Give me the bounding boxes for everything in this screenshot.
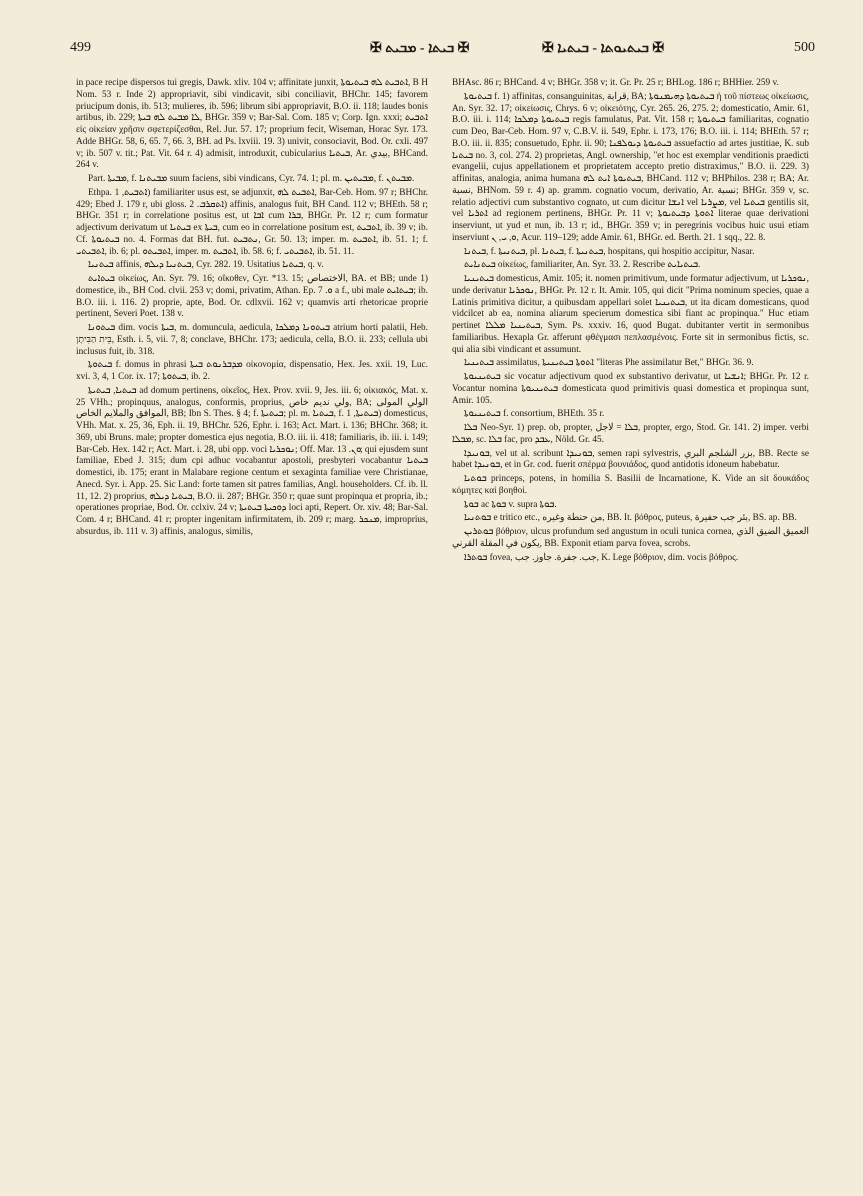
left-column bbox=[76, 78, 428, 1168]
dictionary-entry: ܒܝܬܝܘܬܐ f. 1) affinitas, consanguinitas, قرابة, BA; ܒܝܬܝܘܬܐ ܕܗܝܡܢܘܬܐ ἡ τοῦ πίστεως οἰκείωσις, An. Syr. 32. 17; οἰκείωσις, Chrys. 6 v; οἰκειότης, Cyr. 265. 26, 275. 2; domesticatio, Amir. 61, B.O. iii. i. 114; ܒܝܬܝܘܬܐ ܕܡܠܟܐ regis famulatus, Pat. Vit. 158 r; ܒܝܬܝܘܬܐ familiaritas, cognatio cum Deo, Bar-Ceb. Hom. 97 v, C.B.V. ii. 549, Ephr. i. 173, 176; B.O. iii. i. 114; BHEth. 57 r; B.O. iii. ii. 835; consuetudo, Ephr. ii. 90; ܒܝܬܝܘܬܐ ܕܝܘܠܦܢܐ assuefactio ad artes justitiae, K. sub ܒܝܬܝܐ no. 3, col. 274. 2) proprietas, Angl. ownership, "et hoc est exemplar venditionis praedicti evangelii, cujus appellationem et proprietatem accepto pretio distraximus," B.O. ii. 229. 3) affinitas, analogia, anima humana ܒܝܬܝܘܬܐ ܐܝܬ ܠܗ, BHCand. 112 v; BHPhilos. 238 r; BA; Ar. نسبة, BHNom. 59 r. 4) ap. gramm. cognatio vocum, derivatio, Ar. نسبة; BHGr. 359 v, sc. relatio adjectivi cum substantivo cognato, ut cum dicitur ܐܢܫܐ vel ܡܨܪܝܐ, vel ܒܝܬܝܐ gentilis sit, vel ܐܬܪܝܐ ad regionem pertinens, BHGr. Pr. 11 v; ܐܬܘܬܐ ܕܒܝܬܝܘܬܐ literae quae derivationi inserviunt, ut yud et nun, ib. 13 r; id., BHGr. 359 v; in peregrinis vocibus huic usui etiam inserviunt ܘ, ܝ, ܢ, Acur. 119–129; adde Amir. 61, BHGr. ed. Berth. 21. 1 sqq., 22. 8. bbox=[452, 91, 809, 243]
running-head-right: ✠ ܒܝܬܝܘܬܐ - ܒܝܬܝܐ ✠ bbox=[542, 41, 665, 56]
dictionary-entry: ܒܝܬܐܝܬ οἰκείως, An. Syr. 79. 16; οἴκοθεν, Cyr. *13. 15; الاختصاص, BA. et BB; unde 1) domestice, ib., BH Cod. clvii. 253 v; domi, privatim, Athan. Ep. ܘ. 7 a f., ubi male ܒܝܬܐܝܬ; ib. B.O. iii. i. 116. 2) proprie, apte, Bod. Or. cdlxvii. 162 v; quamvis arti rhetoricae proprie pertinent, Severi Poet. 138 v. bbox=[76, 274, 428, 320]
dictionary-entry: ܒܘܢܝܕܐ, vel ut al. scribunt ܒܘܢܝܕܐ, semen rapi sylvestris, بزر الشلجم البري, BB. Recte se habet ܒܘܢܝܕܐ, et in Gr. cod. fuerit σπέρμα βουνιάδος, quod antidotis idoneum habebatur. bbox=[452, 448, 809, 471]
continued-paragraph: in pace recipe dispersos tui gregis, Dawk. xliv. 104 v; affinitate junxit, ܐܬܒܝܬ ܠܗ ܒܝܬܝܘܬܐ, B H Nom. 53 r. Inde 2) appropriavit, sibi vindicavit, sibi conciliavit, BHChr. 145; favorem priucipum donis, ib. 513; mulieres, ib. 596; librum sibi appropriavit, B.O. ii. 118; laudes bonis artibus, ib. 229; ܠܐ ܡܒܝܬ ܠܗ ܒܝܬܐ, BHGr. 359 v; Bar-Sal. Com. 185 v; Corp. Ign. xxxi; ܐܬܒܝܬ εἰς οἰκείαν χρῆσιν σφετερίζεσθαι, Rel. Jur. 57. 17; proprium fecit, Wiseman, Horac Syr. 173. Adde BHGr. 58, 6, 65. 7, 66. 3, BH. ad Ps. lxviii. 19. 3) univit, consociavit, Bod. Or. cxli. 497 v; ib. 507 v. tit.; Pat. Vit. 64 r. 4) admisit, introduxit, cubicularius ܒܝܬܝܐ, Ar. بيدي, BHCand. 264 v. bbox=[76, 78, 428, 171]
page-header bbox=[70, 40, 815, 62]
running-head-left: ✠ ܒܝܬܐ - ܡܒܝܬ ✠ bbox=[370, 41, 470, 56]
dictionary-entry: ܒܝܬܝܐ, ܒܝܬܝܬܐ ad domum pertinens, οἰκεῖος, Hex. Prov. xvii. 9, Jes. iii. 6; οἰκιακός, Mat. x. 25 VHh.; propinquus, analogus, conformis, proprius, ولي ندیم خاص, BA; الولي المولى الموافق والملايم الخاص, BB; Ibn S. Thes. § 4; f. ܒܝܬܝܬܐ; pl. m. ܒܝܬܝܐ, f. ܒܝܬܝܬܐ, 1) domesticus, VHh. Mat. x. 25, 36, Eph. ii. 19, BHChr. 526, Ephr. i. 163; Act. Mart. i. 136; BHChr. 368; it. 369, ubi Bruns. male; propter domestica ejus negotia, B.O. iii. ii. 418; familiaris, ib. iii. i. 149; Bar-Ceb. Hex. 142 r; Act. Mart. i. 28, ubi opp. voci ܢܘܟܪܝܐ; Off. Mar. ܘܢ. 13; qui ejusdem sunt familiae, Ebed J. 315; dum cpi adhuc vocabantur apostoli, presbyteri vocabantur ܒܝܬܝܐ domestici, ib. 175; erant in Malabare regione centum et sexaginta familiae vere Christianae, Anecd. Syr. i. App. 25. Sic Land: forte tamen sit patres familias, Angl. householders. Cf. ib. ll. 11, 12. 2) proprius, ܒܝܬܝܐ ܕܝܠܗ, B.O. ii. 287; BHGr. 350 r; quae sunt propinqua et propria, ib.; operationes propriae, Bod. Or. cclxiv. 24 v; ܕܘܟܝܬܐ ܒܝܬܝܬܐ loci apti, Repert. Or. xiv. 48; Bar-Sal. Com. 4 r; BHCand. 41 r; propter ingenitam infirmitatem, ib. 209 r; marg. ܡܢܟܪ, improprius, absurdus, ib. 111 v. 3) affinis, analogus, similis, bbox=[76, 385, 428, 537]
page-number-left: 499 bbox=[70, 40, 91, 55]
dictionary-entry: Part. ܡܒܝܬܐ, f. ܡܒܝܬܢܐ suum faciens, sibi vindicans, Cyr. 74. 1; pl. m. ܡܒܝܬܝܢ, f. ܡܒܝܬܢ. bbox=[88, 174, 415, 184]
dictionary-entry: ܒܝܬܝܢܝܘܬܐ f. consortium, BHEth. 35 r. bbox=[464, 409, 605, 420]
dictionary-entry: ܒܝܬܘܢܐ dim. vocis ܒܝܬܐ, m. domuncula, aedicula, ܒܝܬܘܢܐ ܕܡܠܟܐ atrium horti palatii, Heb. בֵּית הַבִּיתָן, Esth. i. 5, vii. 7, 8; conclave, BHChr. 173; aedicula, cella, B.O. ii. 233; cellula ubi inclusus fuit, ib. 318. bbox=[76, 323, 428, 357]
page-number-right: 500 bbox=[794, 40, 815, 55]
dictionary-entry: ܒܝܬܝܢܝܘܬܐ sic vocatur adjectivum quod ex substantivo derivatur, ut ܐܢܫܝܐ; BHGr. Pr. 12 r. Vocantur nomina ܒܝܬܝܢܝܘܬܐ domesticata quod primitivis quasi domestica et propinqua sunt, Amir. 105. bbox=[452, 372, 809, 406]
dictionary-entry: ܒܘܬܐ ac ܒܘܬܐ v. supra ܒܘܬܐ. bbox=[464, 499, 557, 510]
dictionary-entry: ܒܝܬܢܝܐ affinis, ܒܝܬܢܝܐ ܕܝܠܗ, Cyr. 282. 19. Usitatius ܒܝܬܝܐ, q. v. bbox=[88, 260, 324, 271]
dictionary-entry: ܒܘܬܪܝܢ βόθριον, ulcus profundum sed angustum in oculi tunica cornea, العميق الضيق الذي يكون في المقلة القرني, BB. Exponit etiam parva fovea, scrobs. bbox=[452, 527, 809, 549]
dictionary-entry: ܒܝܬܢܐܝܬ οἰκείως, familiariter, An. Syr. 33. 2. Rescribe ܒܝܬܝܐܝܬ. bbox=[464, 260, 701, 271]
continued-paragraph: BHAsc. 86 r; BHCand. 4 v; BHGr. 358 v; it. Gr. Pr. 25 r; BHLog. 186 r; BHHier. 259 v. bbox=[452, 78, 779, 88]
dictionary-entry: ܒܝܬܝܢܝܐ assimilatus, ܐܬܘܬܐ ܒܝܬܝܢܝܬܐ "literas Phe assimilatur Bet," BHGr. 36. 9. bbox=[464, 358, 754, 369]
right-column bbox=[452, 78, 809, 1168]
dictionary-entry: ܒܝܬܝܢܝܐ domesticus, Amir. 105; it. nomen primitivum, unde formatur adjectivum, ut ܢܘܟܪܝܐ, unde derivatur ܢܘܟܪܝܐ, BHGr. Pr. 12 r. It. Amir. 105, qui dicit "Prima nominum species, quae a Latinis primitiva dicitur, a quibusdam appellari solet ܒܝܬܝܢܝܐ, ut ita dicam domesticans, quod vidcilcet ab ea, nomina aliarum specierum domestica sibi fiant ac propinqua." Huc etiam pertinet ܒܝܬܝܢܝܐ ܡܠܠܐ, Sym. Ps. xxxiv. 16, quod Bugat. dubitanter vertit in sermonibus familiaribus. Hexapla Gr. afferunt φθέγμασι πεπλασμένοις. Forte sit in sermonibus fictis, sc. qui alia sibi vindicant et assumunt. bbox=[452, 274, 809, 355]
dictionary-entry: ܒܘܬܢܝܐ e tritico etc., من حنطة وغيره, BB. It. βόθρος, puteus, بئر جب حفيرة, BS. ap. BB. bbox=[464, 513, 797, 524]
dictionary-entry: ܒܘܬܝܐ princeps, potens, in homilia S. Basilii de Incarnatione, K. Vide an sit δουκάδος κόμητες καὶ βοηθοί. bbox=[452, 474, 809, 496]
dictionary-entry: ܒܠܐ Neo-Syr. 1) prep. ob, propter, ܒܠܐ = لاجل, propter, ergo, Stod. Gr. 141. 2) imper. verbi ܡܒܠܐ, sc. ܒܠܐ fac, pro ܥܒܕ, Nöld. Gr. 45. bbox=[452, 423, 809, 445]
dictionary-entry: ܒܝܬܢܐ, f. ܒܝܬܢܝܬܐ, pl. ܒܝܬܢܐ, f. ܒܝܬܢܝܬܐ, hospitans, qui hospitio accipitur, Nasar. bbox=[464, 246, 755, 257]
dictionary-entry: ܒܝܬܘܬܐ f. domus in phrasi ܡܕܒܪܢܘܬ ܒܝܬܐ οἰκονομία, dispensatio, Hex. Jes. xxii. 19, Luc. xvi. 3, 4, 1 Cor. ix. 17; ܒܝܬܘܬܐ, ib. 2. bbox=[76, 360, 428, 382]
dictionary-entry: Ethpa. ܐܬܒܝܬ, 1) familiariter usus est, se adjunxit, ܐܬܒܝܬ ܠܗ, Bar-Ceb. Hom. 97 r; BHChr. 429; Ebed J. 179 r, ubi gloss. ܐܬܩܪܒ. 2) affinis, analogus fuit, BH Cand. 112 v; BHEth. 58 r; BHGr. 351 r; in correlatione positus est, ut ܐܒܐ cum ܒܪܐ, BHGr. Pr. 12 r; cum formatur adjectivum derivatum ut ܒܝܬܝܐ ex ܒܝܬܐ, cum eo in correlatione positum est, ܐܬܒܝܬ, ib. 39 v; ib. Cf. ܒܝܬܝܘܬܐ no. 4. Formas dat BH. fut. ܢܬܒܝܬ, Gr. 50. 13; imper. m. ܐܬܒܝܬ, ib. 51. 1; f. ܐܬܒܝܬܝ, ib. 6; pl. ܐܬܒܝܬܘ, imper. m. ܐܬܒܝܬ, ib. 58. 6; f. ܐܬܒܝܬܝ, ib. 51. 11. bbox=[76, 187, 428, 257]
dictionary-entry: ܒܘܬܪܐ fovea, جب. جفرة. جاوز. جب, K. Lege βόθριον, dim. vocis βόθρος. bbox=[464, 552, 739, 563]
